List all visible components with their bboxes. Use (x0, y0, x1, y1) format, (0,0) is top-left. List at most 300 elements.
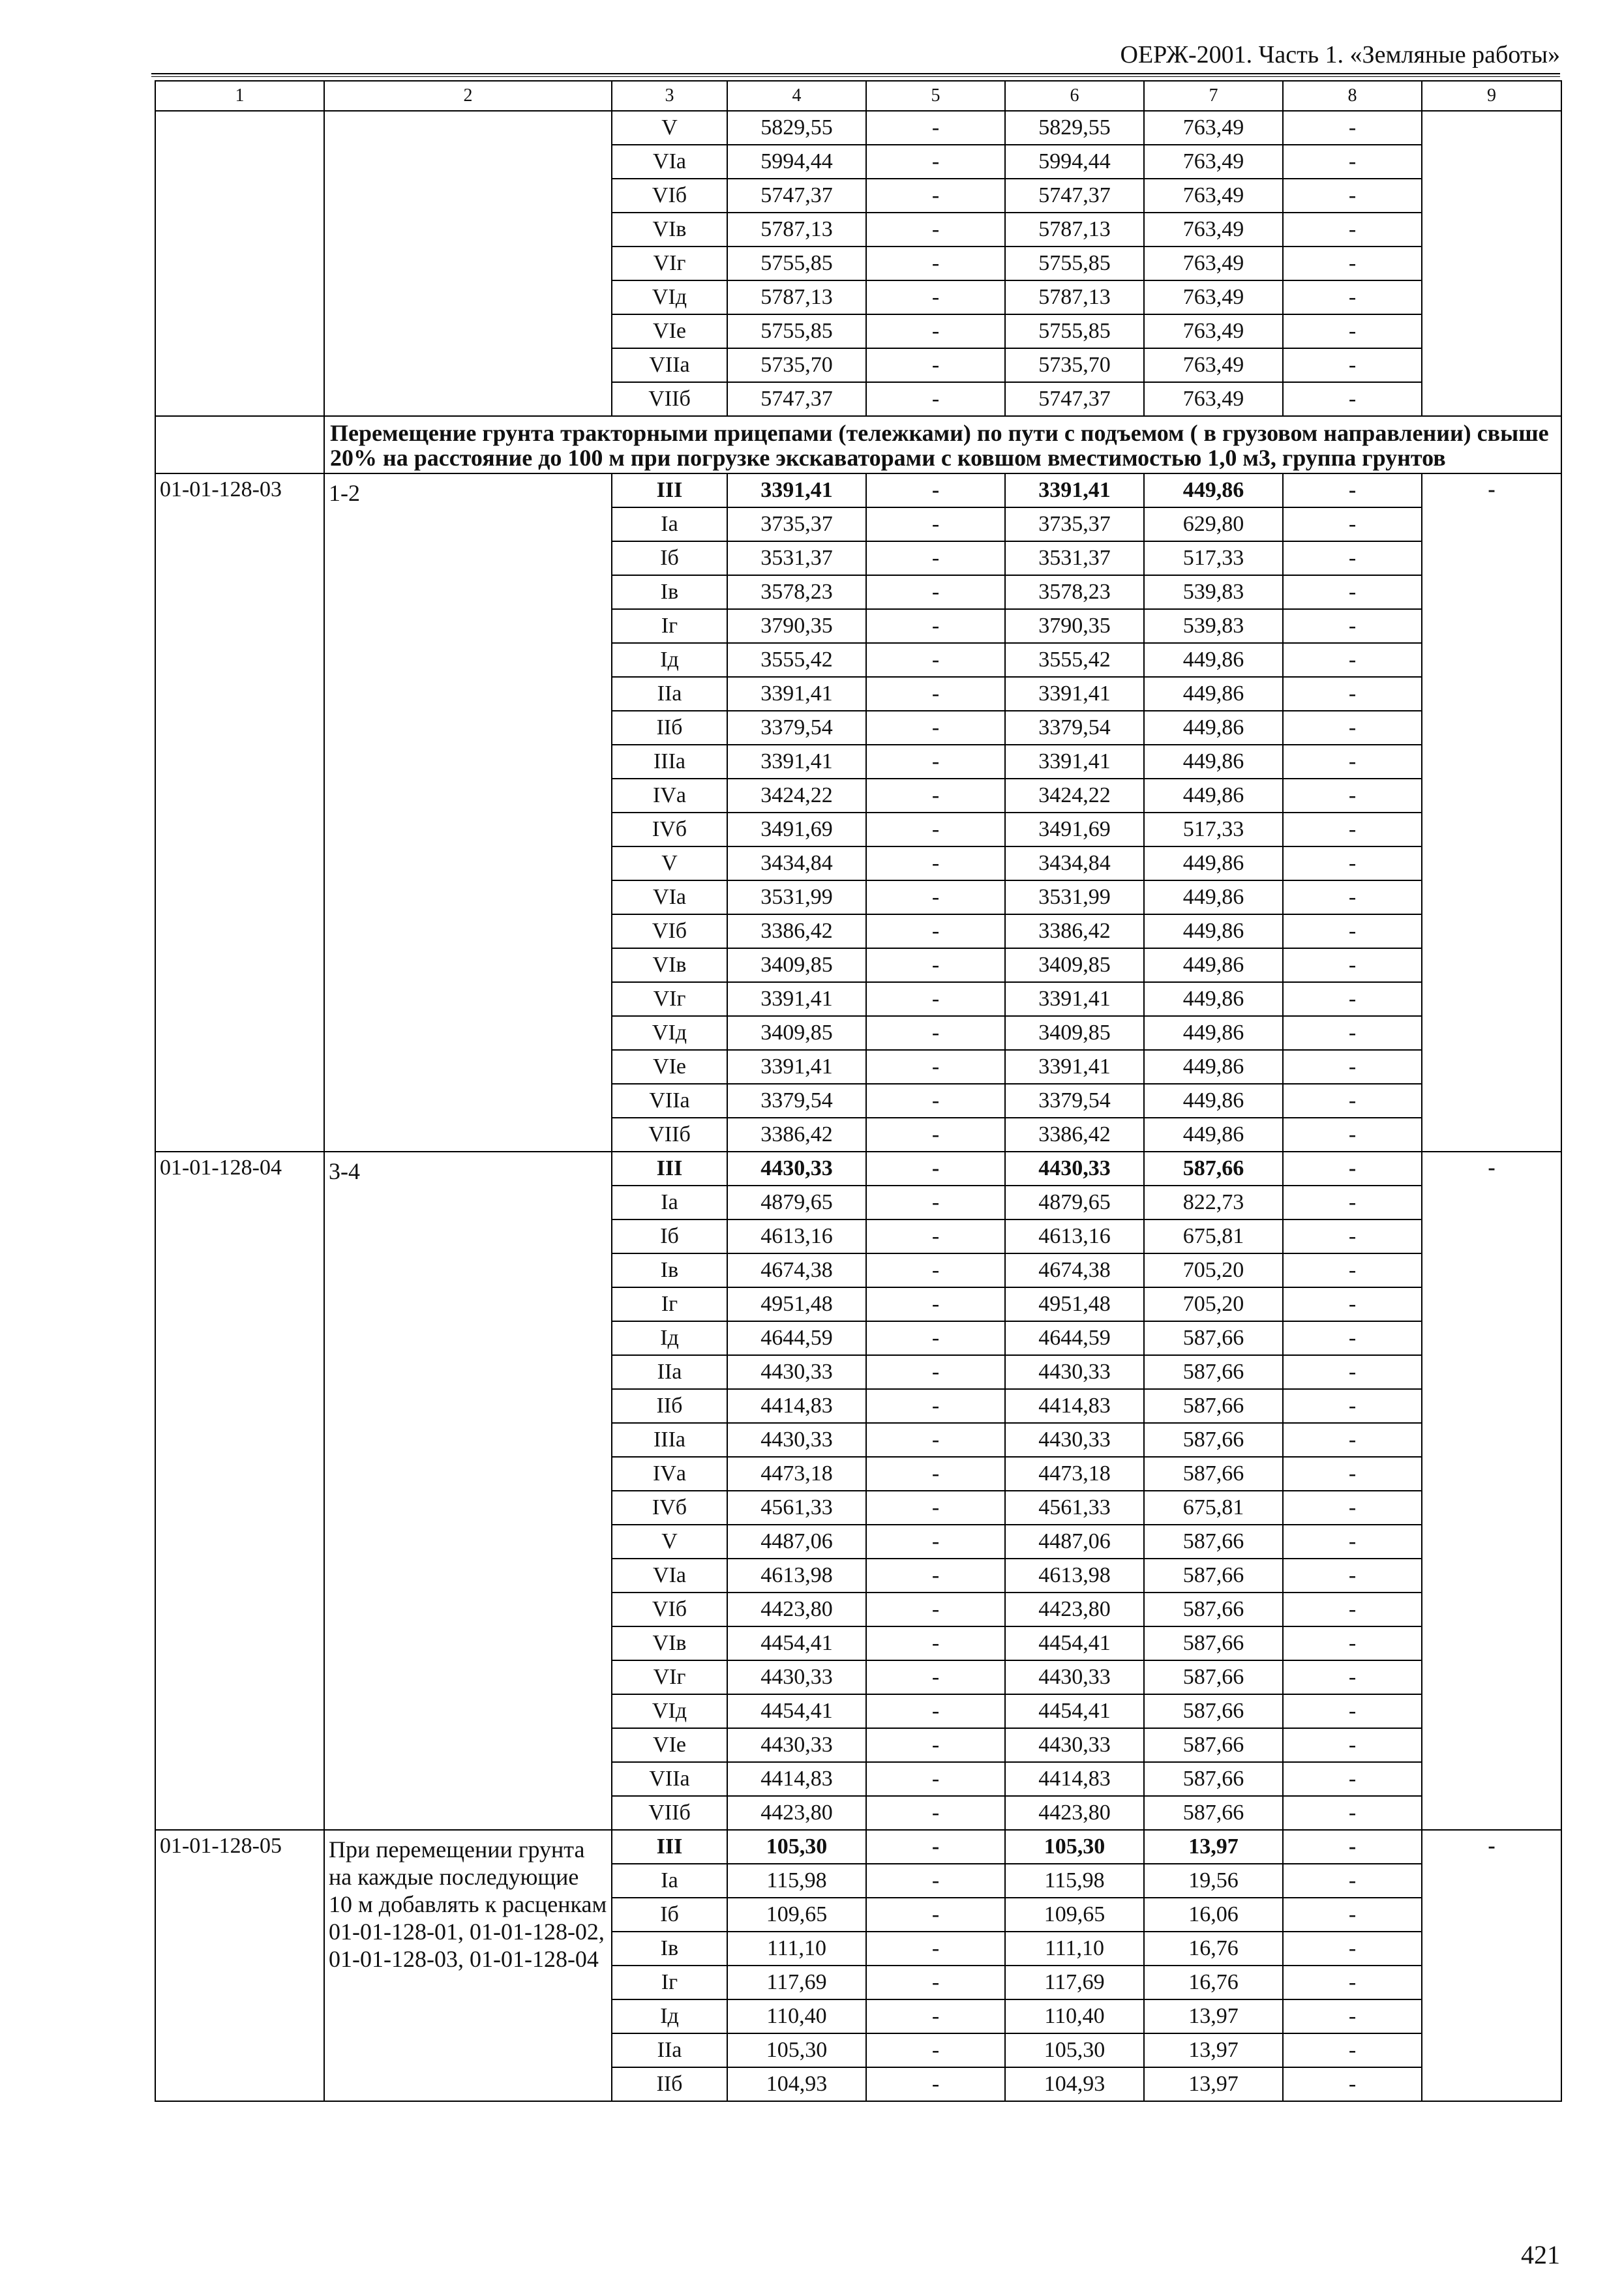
value-cell: 763,49 (1144, 314, 1283, 348)
value-cell: 3531,99 (1005, 880, 1144, 914)
value-cell: - (866, 507, 1005, 541)
value-cell: 5755,85 (727, 247, 866, 280)
value-cell: - (866, 1253, 1005, 1287)
soil-group-cell: Iа (612, 507, 727, 541)
value-cell: - (866, 1830, 1005, 1864)
value-cell: 4613,98 (1005, 1559, 1144, 1593)
value-cell: - (1283, 1999, 1422, 2033)
value-cell: 4644,59 (1005, 1321, 1144, 1355)
col9-cell: - (1422, 1152, 1561, 1830)
value-cell: 115,98 (727, 1864, 866, 1898)
value-cell: 3391,41 (727, 473, 866, 507)
value-cell: - (1283, 1491, 1422, 1525)
column-number: 5 (866, 81, 1005, 111)
value-cell: 587,66 (1144, 1559, 1283, 1593)
value-cell: 449,86 (1144, 1016, 1283, 1050)
value-cell: 4561,33 (1005, 1491, 1144, 1525)
value-cell: - (1283, 1830, 1422, 1864)
soil-group-cell: VIб (612, 1593, 727, 1626)
value-cell: 5755,85 (727, 314, 866, 348)
value-cell: 4423,80 (1005, 1796, 1144, 1830)
soil-group-cell: Iд (612, 1321, 727, 1355)
col9-cell: - (1422, 473, 1561, 1152)
value-cell: 629,80 (1144, 507, 1283, 541)
value-cell: - (866, 280, 1005, 314)
value-cell: 449,86 (1144, 880, 1283, 914)
value-cell: 4430,33 (727, 1355, 866, 1389)
soil-group-cell: IIа (612, 2033, 727, 2067)
column-number-row (155, 81, 1561, 111)
value-cell: 104,93 (1005, 2067, 1144, 2101)
value-cell: - (1283, 677, 1422, 711)
section-title: Перемещение грунта тракторными прицепами (тележками) по пути с подъемом ( в грузовом направлении) свыше 20% на расстояние до 100 м при погрузке экскаваторами с ковшом вместимостью 1,0 м3, группа грунтов (324, 416, 1561, 473)
soil-group-cell: III (612, 1152, 727, 1186)
value-cell: 111,10 (1005, 1932, 1144, 1966)
value-cell: 13,97 (1144, 2033, 1283, 2067)
value-cell: 109,65 (727, 1898, 866, 1932)
value-cell: 3531,37 (1005, 541, 1144, 575)
value-cell: - (866, 1932, 1005, 1966)
value-cell: 4613,98 (727, 1559, 866, 1593)
value-cell: 105,30 (727, 1830, 866, 1864)
value-cell: 3434,84 (727, 846, 866, 880)
value-cell: - (866, 1321, 1005, 1355)
value-cell: 517,33 (1144, 813, 1283, 846)
value-cell: 110,40 (1005, 1999, 1144, 2033)
soil-group-cell: IIIа (612, 1423, 727, 1457)
value-cell: - (1283, 1457, 1422, 1491)
value-cell: 16,76 (1144, 1932, 1283, 1966)
value-cell: 4414,83 (727, 1389, 866, 1423)
value-cell: 449,86 (1144, 1050, 1283, 1084)
value-cell: - (1283, 1084, 1422, 1118)
value-cell: - (866, 247, 1005, 280)
value-cell: 539,83 (1144, 575, 1283, 609)
value-cell: - (866, 677, 1005, 711)
value-cell: 587,66 (1144, 1525, 1283, 1559)
soil-group-cell: IVб (612, 813, 727, 846)
soil-group-cell: Iг (612, 609, 727, 643)
value-cell: 4414,83 (727, 1762, 866, 1796)
value-cell: 705,20 (1144, 1253, 1283, 1287)
value-cell: 4879,65 (1005, 1186, 1144, 1219)
value-cell: 587,66 (1144, 1660, 1283, 1694)
value-cell: 4613,16 (727, 1219, 866, 1253)
value-cell: 3409,85 (1005, 1016, 1144, 1050)
value-cell: 4473,18 (727, 1457, 866, 1491)
value-cell: - (866, 111, 1005, 145)
value-cell: 3491,69 (1005, 813, 1144, 846)
column-number: 6 (1005, 81, 1144, 111)
value-cell: 4951,48 (727, 1287, 866, 1321)
value-cell: - (1283, 1898, 1422, 1932)
value-cell: 587,66 (1144, 1626, 1283, 1660)
value-cell: - (1283, 1321, 1422, 1355)
value-cell: 587,66 (1144, 1694, 1283, 1728)
value-cell: 3379,54 (727, 711, 866, 745)
value-cell: 449,86 (1144, 846, 1283, 880)
value-cell: 5755,85 (1005, 247, 1144, 280)
value-cell: 4414,83 (1005, 1389, 1144, 1423)
soil-group-cell: VIд (612, 1016, 727, 1050)
value-cell: 4430,33 (1005, 1423, 1144, 1457)
soil-group-cell: V (612, 111, 727, 145)
value-cell: - (866, 575, 1005, 609)
value-cell: 763,49 (1144, 348, 1283, 382)
soil-group-cell: IIа (612, 677, 727, 711)
value-cell: - (1283, 1219, 1422, 1253)
value-cell: - (1283, 914, 1422, 948)
value-cell: 4430,33 (727, 1728, 866, 1762)
value-cell: 105,30 (1005, 2033, 1144, 2067)
soil-group-cell: Iд (612, 1999, 727, 2033)
value-cell: - (1283, 1762, 1422, 1796)
value-cell: - (866, 1491, 1005, 1525)
value-cell: 3391,41 (1005, 745, 1144, 779)
value-cell: 3790,35 (1005, 609, 1144, 643)
value-cell: - (866, 1864, 1005, 1898)
soil-group-cell: VIг (612, 1660, 727, 1694)
value-cell: 5787,13 (1005, 280, 1144, 314)
value-cell: - (1283, 1559, 1422, 1593)
value-cell: - (866, 1796, 1005, 1830)
soil-group-cell: Iб (612, 1898, 727, 1932)
value-cell: 3424,22 (727, 779, 866, 813)
value-cell: - (1283, 1423, 1422, 1457)
value-cell: 587,66 (1144, 1593, 1283, 1626)
value-cell: 5735,70 (1005, 348, 1144, 382)
value-cell: 111,10 (727, 1932, 866, 1966)
soil-group-cell: Iд (612, 643, 727, 677)
value-cell: - (866, 779, 1005, 813)
value-cell: - (1283, 1525, 1422, 1559)
col9-cell-empty (1422, 111, 1561, 416)
value-cell: - (866, 1593, 1005, 1626)
value-cell: 3735,37 (1005, 507, 1144, 541)
value-cell: 449,86 (1144, 948, 1283, 982)
soil-group-cell: Iб (612, 541, 727, 575)
column-number: 3 (612, 81, 727, 111)
soil-group-cell: VIе (612, 1728, 727, 1762)
value-cell: - (866, 1898, 1005, 1932)
value-cell: 5829,55 (1005, 111, 1144, 145)
value-cell: 19,56 (1144, 1864, 1283, 1898)
value-cell: 3409,85 (727, 948, 866, 982)
value-cell: 3424,22 (1005, 779, 1144, 813)
value-cell: 105,30 (727, 2033, 866, 2067)
value-cell: 587,66 (1144, 1728, 1283, 1762)
soil-group-cell: Iв (612, 1932, 727, 1966)
value-cell: - (1283, 1186, 1422, 1219)
value-cell: - (866, 541, 1005, 575)
value-cell: 4430,33 (1005, 1660, 1144, 1694)
value-cell: - (1283, 348, 1422, 382)
value-cell: 13,97 (1144, 1999, 1283, 2033)
value-cell: - (866, 1762, 1005, 1796)
value-cell: 822,73 (1144, 1186, 1283, 1219)
value-cell: 16,06 (1144, 1898, 1283, 1932)
soil-group-cell: VIIб (612, 1118, 727, 1152)
value-cell: - (866, 1118, 1005, 1152)
value-cell: - (1283, 507, 1422, 541)
value-cell: - (866, 880, 1005, 914)
value-cell: - (1283, 1864, 1422, 1898)
value-cell: - (866, 1389, 1005, 1423)
value-cell: 4430,33 (727, 1423, 866, 1457)
value-cell: 5747,37 (727, 179, 866, 213)
value-cell: - (866, 1626, 1005, 1660)
value-cell: 3578,23 (727, 575, 866, 609)
soil-group-cell: VIг (612, 982, 727, 1016)
value-cell: 115,98 (1005, 1864, 1144, 1898)
soil-group-cell: VIд (612, 1694, 727, 1728)
value-cell: 763,49 (1144, 247, 1283, 280)
value-cell: 4613,16 (1005, 1219, 1144, 1253)
value-cell: - (866, 213, 1005, 247)
value-cell: - (866, 982, 1005, 1016)
soil-group-cell: VIб (612, 914, 727, 948)
value-cell: 4423,80 (727, 1796, 866, 1830)
soil-group-cell: Iг (612, 1966, 727, 1999)
value-cell: 539,83 (1144, 609, 1283, 643)
value-cell: - (866, 2033, 1005, 2067)
value-cell: 117,69 (1005, 1966, 1144, 1999)
value-cell: - (1283, 179, 1422, 213)
soil-group-cell: Iг (612, 1287, 727, 1321)
value-cell: 587,66 (1144, 1152, 1283, 1186)
value-cell: - (1283, 382, 1422, 416)
value-cell: - (866, 1186, 1005, 1219)
value-cell: 5994,44 (727, 145, 866, 179)
value-cell: 449,86 (1144, 982, 1283, 1016)
value-cell: - (1283, 145, 1422, 179)
value-cell: - (866, 1457, 1005, 1491)
value-cell: 3391,41 (1005, 677, 1144, 711)
header-rule-thin (151, 76, 1560, 77)
rates-table (155, 80, 1562, 2102)
value-cell: 449,86 (1144, 779, 1283, 813)
value-cell: 5994,44 (1005, 145, 1144, 179)
value-cell: 763,49 (1144, 111, 1283, 145)
value-cell: 3386,42 (727, 1118, 866, 1152)
column-number: 9 (1422, 81, 1561, 111)
value-cell: - (1283, 1389, 1422, 1423)
value-cell: 4423,80 (727, 1593, 866, 1626)
value-cell: 4454,41 (727, 1694, 866, 1728)
value-cell: 109,65 (1005, 1898, 1144, 1932)
value-cell: 5787,13 (1005, 213, 1144, 247)
soil-group-cell: VIе (612, 314, 727, 348)
value-cell: - (866, 1728, 1005, 1762)
value-cell: - (866, 914, 1005, 948)
value-cell: 3379,54 (1005, 711, 1144, 745)
value-cell: 4430,33 (1005, 1728, 1144, 1762)
value-cell: - (1283, 1932, 1422, 1966)
value-cell: - (1283, 247, 1422, 280)
value-cell: 4454,41 (1005, 1626, 1144, 1660)
value-cell: 3555,42 (1005, 643, 1144, 677)
value-cell: - (866, 1966, 1005, 1999)
value-cell: - (1283, 314, 1422, 348)
value-cell: 3386,42 (1005, 914, 1144, 948)
soil-group-cell: VIг (612, 247, 727, 280)
value-cell: - (1283, 1796, 1422, 1830)
value-cell: 3531,37 (727, 541, 866, 575)
value-cell: 5747,37 (1005, 382, 1144, 416)
value-cell: 16,76 (1144, 1966, 1283, 1999)
value-cell: - (1283, 213, 1422, 247)
value-cell: 587,66 (1144, 1762, 1283, 1796)
value-cell: - (1283, 1016, 1422, 1050)
value-cell: 3409,85 (727, 1016, 866, 1050)
rate-description: При перемещении грунта на каждые последующие 10 м добавлять к расценкам 01-01-128-01, 01-01-128-02, 01-01-128-03, 01-01-128-04 (324, 1830, 612, 2101)
soil-group-cell: VIа (612, 145, 727, 179)
value-cell: - (866, 1016, 1005, 1050)
value-cell: - (1283, 745, 1422, 779)
value-cell: 3391,41 (1005, 982, 1144, 1016)
value-cell: - (1283, 779, 1422, 813)
soil-group-cell: VIв (612, 948, 727, 982)
value-cell: - (866, 813, 1005, 846)
rate-code: 01-01-128-03 (155, 473, 324, 1152)
table-row (155, 473, 1561, 507)
value-cell: 4951,48 (1005, 1287, 1144, 1321)
value-cell: 449,86 (1144, 914, 1283, 948)
value-cell: - (866, 609, 1005, 643)
value-cell: 3790,35 (727, 609, 866, 643)
value-cell: - (1283, 643, 1422, 677)
value-cell: 449,86 (1144, 1118, 1283, 1152)
value-cell: 5787,13 (727, 213, 866, 247)
value-cell: 3391,41 (727, 677, 866, 711)
value-cell: - (866, 1694, 1005, 1728)
value-cell: - (866, 2067, 1005, 2101)
table-row (155, 1152, 1561, 1186)
soil-group-cell: IVб (612, 1491, 727, 1525)
page-number: 421 (1521, 2240, 1560, 2269)
value-cell: 5747,37 (1005, 179, 1144, 213)
value-cell: - (866, 1084, 1005, 1118)
value-cell: 5829,55 (727, 111, 866, 145)
header-rule (151, 73, 1560, 74)
value-cell: 3491,69 (727, 813, 866, 846)
value-cell: 3391,41 (727, 1050, 866, 1084)
value-cell: - (866, 1355, 1005, 1389)
value-cell: 4430,33 (1005, 1355, 1144, 1389)
soil-group-cell: VIд (612, 280, 727, 314)
value-cell: - (1283, 711, 1422, 745)
value-cell: 13,97 (1144, 1830, 1283, 1864)
value-cell: 587,66 (1144, 1796, 1283, 1830)
soil-group-cell: VIIб (612, 1796, 727, 1830)
value-cell: 4644,59 (727, 1321, 866, 1355)
soil-group-cell: VIIа (612, 1084, 727, 1118)
value-cell: 3735,37 (727, 507, 866, 541)
column-number: 8 (1283, 81, 1422, 111)
value-cell: 763,49 (1144, 382, 1283, 416)
value-cell: - (866, 1219, 1005, 1253)
value-cell: 4473,18 (1005, 1457, 1144, 1491)
value-cell: - (866, 473, 1005, 507)
soil-group-cell: VIв (612, 1626, 727, 1660)
value-cell: 4430,33 (727, 1660, 866, 1694)
value-cell: - (866, 1660, 1005, 1694)
value-cell: 3531,99 (727, 880, 866, 914)
value-cell: 449,86 (1144, 473, 1283, 507)
value-cell: 3386,42 (727, 914, 866, 948)
value-cell: - (1283, 1660, 1422, 1694)
description-cell-empty (324, 111, 612, 416)
value-cell: 3555,42 (727, 643, 866, 677)
soil-group-cell: VIа (612, 1559, 727, 1593)
value-cell: 4414,83 (1005, 1762, 1144, 1796)
column-number: 7 (1144, 81, 1283, 111)
soil-group-cell: VIе (612, 1050, 727, 1084)
value-cell: 675,81 (1144, 1491, 1283, 1525)
table-row (155, 1830, 1561, 1864)
soil-group-cell: V (612, 846, 727, 880)
value-cell: - (866, 314, 1005, 348)
value-cell: - (1283, 1287, 1422, 1321)
value-cell: 3434,84 (1005, 846, 1144, 880)
soil-group-cell: Iб (612, 1219, 727, 1253)
value-cell: 5747,37 (727, 382, 866, 416)
soil-group-cell: Iв (612, 1253, 727, 1287)
value-cell: - (1283, 1694, 1422, 1728)
value-cell: 104,93 (727, 2067, 866, 2101)
value-cell: - (1283, 473, 1422, 507)
rate-code: 01-01-128-04 (155, 1152, 324, 1830)
value-cell: - (1283, 880, 1422, 914)
value-cell: 4879,65 (727, 1186, 866, 1219)
soil-group-cell: VIIа (612, 348, 727, 382)
value-cell: - (1283, 1626, 1422, 1660)
value-cell: 5735,70 (727, 348, 866, 382)
value-cell: 449,86 (1144, 1084, 1283, 1118)
soil-group-cell: IVа (612, 779, 727, 813)
value-cell: - (866, 948, 1005, 982)
value-cell: 4487,06 (727, 1525, 866, 1559)
value-cell: 4430,33 (1005, 1152, 1144, 1186)
value-cell: - (1283, 1355, 1422, 1389)
value-cell: 4454,41 (727, 1626, 866, 1660)
table-row (155, 111, 1561, 145)
value-cell: 3578,23 (1005, 575, 1144, 609)
value-cell: - (866, 846, 1005, 880)
value-cell: 763,49 (1144, 280, 1283, 314)
value-cell: 4430,33 (727, 1152, 866, 1186)
value-cell: - (1283, 541, 1422, 575)
value-cell: 763,49 (1144, 213, 1283, 247)
soil-group-cell: IIIа (612, 745, 727, 779)
value-cell: - (866, 145, 1005, 179)
value-cell: 5755,85 (1005, 314, 1144, 348)
rate-code: 01-01-128-05 (155, 1830, 324, 2101)
value-cell: - (1283, 1728, 1422, 1762)
value-cell: 517,33 (1144, 541, 1283, 575)
value-cell: 3386,42 (1005, 1118, 1144, 1152)
section-title-spacer (155, 416, 324, 473)
value-cell: - (1283, 575, 1422, 609)
value-cell: 705,20 (1144, 1287, 1283, 1321)
value-cell: - (1283, 1593, 1422, 1626)
value-cell: - (866, 1152, 1005, 1186)
value-cell: 13,97 (1144, 2067, 1283, 2101)
value-cell: - (1283, 1253, 1422, 1287)
soil-group-cell: IVа (612, 1457, 727, 1491)
value-cell: - (1283, 813, 1422, 846)
value-cell: - (1283, 2033, 1422, 2067)
